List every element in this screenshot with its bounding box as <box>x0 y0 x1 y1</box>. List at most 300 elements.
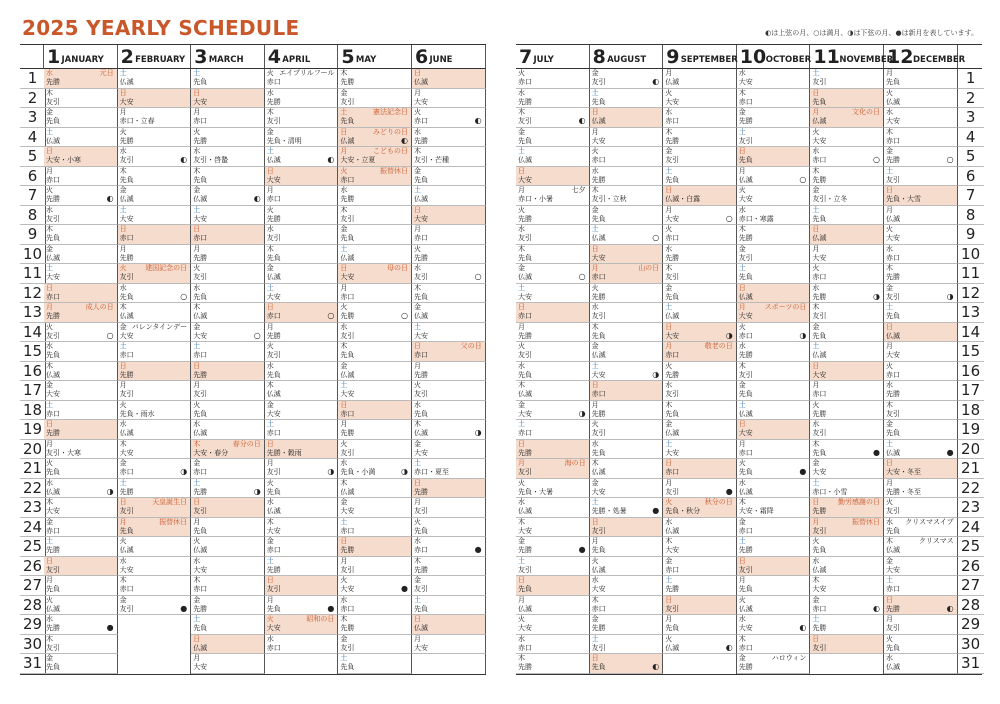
day-cell <box>412 128 486 148</box>
weekday: 水 <box>266 361 274 370</box>
weekday: 月 <box>518 595 525 604</box>
calendar-half-jul-dec <box>516 44 982 675</box>
weekday: 火 <box>119 537 127 545</box>
rokuyo: 先勝 <box>518 663 532 671</box>
day-cell <box>516 479 590 499</box>
rokuyo: 赤口 <box>266 78 281 86</box>
day-cell <box>44 557 118 577</box>
day-number: 24 <box>958 518 984 538</box>
weekday: 日 <box>266 576 274 584</box>
weekday: 水 <box>266 88 274 97</box>
rokuyo: 先勝 <box>119 253 134 262</box>
weekday: 水 <box>46 342 53 350</box>
day-cell <box>338 459 412 479</box>
rokuyo: 友引 <box>340 331 355 340</box>
weekday: 日 <box>119 361 127 370</box>
month-number: 8 <box>592 46 606 68</box>
rokuyo: 友引 <box>266 117 281 125</box>
day-number: 4 <box>958 128 984 148</box>
rokuyo: 先負 <box>414 175 428 184</box>
day-cell <box>590 323 664 343</box>
day-cell <box>590 342 664 362</box>
weekday: 土 <box>46 537 53 545</box>
rokuyo: 先負 <box>340 351 355 359</box>
day-number: 15 <box>958 342 984 362</box>
weekday: 火 <box>46 186 53 194</box>
day-cell <box>338 596 412 616</box>
day-number: 2 <box>958 89 984 109</box>
event-label: こどもの日 <box>372 147 408 155</box>
day-number: 6 <box>20 167 46 187</box>
rokuyo: 赤口 <box>193 234 208 242</box>
weekday: 日 <box>46 283 53 292</box>
weekday: 土 <box>119 478 127 487</box>
weekday: 日 <box>591 108 599 116</box>
weekday: 日 <box>193 498 201 506</box>
moon-phase-icon: ◐ <box>253 194 261 203</box>
rokuyo: 大安 <box>414 643 428 652</box>
weekday: 土 <box>886 439 893 448</box>
weekday: 水 <box>414 127 421 136</box>
weekday: 火 <box>266 615 274 623</box>
day-cell <box>44 245 118 265</box>
day-cell <box>44 654 118 674</box>
weekday: 月 <box>119 244 127 253</box>
rokuyo: 赤口 <box>591 156 606 164</box>
day-cell <box>590 440 664 460</box>
day-cell <box>737 557 811 577</box>
weekday: 月 <box>119 108 127 116</box>
weekday: 土 <box>812 205 820 214</box>
month-header <box>412 45 486 69</box>
weekday: 水 <box>414 264 421 272</box>
rokuyo: 先負 <box>591 546 606 554</box>
rokuyo: 先勝 <box>193 136 208 145</box>
rokuyo: 赤口 <box>193 117 208 125</box>
rokuyo: 先負 <box>414 604 428 613</box>
weekday: 日 <box>665 322 673 331</box>
rokuyo: 先負 <box>812 331 827 340</box>
weekday: 金 <box>738 108 746 116</box>
day-cell <box>737 303 811 323</box>
rokuyo: 先負 <box>46 468 60 476</box>
rokuyo: 友引 <box>591 312 606 320</box>
rokuyo: 友引 <box>46 643 60 652</box>
moon-phase-icon: ● <box>873 447 880 457</box>
day-cell <box>663 498 737 518</box>
day-cell <box>338 108 412 128</box>
weekday: 月 <box>886 69 893 77</box>
day-cell <box>338 635 412 655</box>
weekday: 月 <box>414 361 421 370</box>
day-number: 7 <box>20 186 46 206</box>
month-header <box>737 45 811 69</box>
day-cell <box>810 615 884 635</box>
rokuyo: 仏滅 <box>119 312 134 320</box>
day-cell <box>737 381 811 401</box>
rokuyo: 大安 <box>665 546 680 554</box>
rokuyo: 大安 <box>266 175 281 184</box>
day-cell <box>412 596 486 616</box>
day-cell <box>737 635 811 655</box>
day-number: 1 <box>958 69 984 89</box>
day-cell <box>191 89 265 109</box>
day-cell <box>516 89 590 109</box>
rokuyo: 仏滅 <box>119 546 134 554</box>
weekday: 火 <box>886 498 893 506</box>
day-number: 28 <box>958 596 984 616</box>
weekday: 木 <box>46 88 53 97</box>
day-cell <box>412 459 486 479</box>
day-cell <box>884 284 958 304</box>
day-cell <box>412 557 486 577</box>
weekday: 土 <box>340 381 348 389</box>
weekday: 月 <box>340 283 348 292</box>
event-label: ハロウィン <box>771 654 807 662</box>
weekday: 水 <box>193 556 201 565</box>
weekday: 水 <box>518 498 525 506</box>
rokuyo: 先勝 <box>193 604 208 613</box>
rokuyo: 友引 <box>738 565 753 574</box>
rokuyo: 赤口 <box>591 390 606 398</box>
weekday: 水 <box>738 205 746 214</box>
weekday: 火 <box>738 459 746 467</box>
rokuyo: 赤口 <box>193 585 208 593</box>
rokuyo: 仏滅 <box>518 604 532 613</box>
weekday: 火 <box>414 517 421 526</box>
rokuyo: 仏滅 <box>414 429 428 437</box>
weekday: 水 <box>119 147 127 155</box>
day-cell <box>118 147 192 167</box>
rokuyo: 先勝 <box>812 292 827 301</box>
rokuyo: 仏滅 <box>266 390 281 398</box>
day-cell <box>590 128 664 148</box>
moon-phase-icon: ◐ <box>327 155 335 164</box>
day-cell <box>884 303 958 323</box>
day-cell <box>663 362 737 382</box>
weekday: 木 <box>665 537 673 545</box>
day-cell <box>516 596 590 616</box>
weekday: 日 <box>518 576 525 584</box>
weekday: 火 <box>591 420 599 428</box>
rokuyo: 大安 <box>591 370 606 379</box>
day-cell <box>810 557 884 577</box>
rokuyo: 友引 <box>812 526 827 535</box>
weekday: 土 <box>665 439 673 448</box>
weekday: 火 <box>414 381 421 389</box>
weekday: 木 <box>591 595 599 604</box>
weekday: 火 <box>665 361 673 370</box>
rokuyo: 友引・大寒 <box>46 448 81 457</box>
moon-phase-icon: ● <box>401 584 408 593</box>
moon-phase-icon: ◐ <box>180 155 188 164</box>
rokuyo: 大安 <box>119 565 134 574</box>
weekday: 日 <box>46 556 53 565</box>
rokuyo: 友引 <box>46 97 60 106</box>
weekday: 土 <box>665 166 673 175</box>
moon-legend: ◐は上弦の月、○は満月、◑は下弦の月、●は新月を表しています。 <box>765 29 978 37</box>
rokuyo: 友引 <box>591 526 606 535</box>
rokuyo: 友引 <box>591 429 606 437</box>
weekday: 日 <box>665 595 673 604</box>
weekday: 土 <box>591 634 599 643</box>
weekday: 日 <box>591 654 599 662</box>
weekday: 火 <box>193 264 201 272</box>
day-number: 17 <box>20 381 46 401</box>
month-name: MARCH <box>208 55 244 65</box>
rokuyo: 赤口 <box>266 643 281 652</box>
weekday: 月 <box>591 264 599 272</box>
day-cell <box>884 459 958 479</box>
day-number: 23 <box>20 498 46 518</box>
month-name: AUGUST <box>607 55 647 65</box>
weekday: 火 <box>738 322 746 331</box>
moon-phase-icon: ● <box>327 603 335 613</box>
rokuyo: 赤口 <box>414 546 428 554</box>
rokuyo: 仏滅 <box>665 429 680 437</box>
day-cell <box>516 186 590 206</box>
rokuyo: 先負 <box>46 585 60 593</box>
day-cell <box>412 635 486 655</box>
weekday: 金 <box>518 127 525 136</box>
rokuyo: 赤口 <box>812 390 827 398</box>
month-number: 4 <box>267 46 282 68</box>
rokuyo: 先勝 <box>414 136 428 145</box>
day-cell <box>338 186 412 206</box>
rokuyo: 先負 <box>886 78 900 86</box>
weekday: 木 <box>340 69 348 77</box>
day-cell <box>737 323 811 343</box>
rokuyo: 赤口 <box>119 468 134 476</box>
rokuyo: 仏滅 <box>591 234 606 242</box>
day-cell <box>44 264 118 284</box>
weekday: 木 <box>266 381 274 389</box>
weekday: 月 <box>414 634 421 643</box>
day-cell <box>191 362 265 382</box>
day-cell <box>191 225 265 245</box>
weekday: 木 <box>886 537 893 545</box>
rokuyo: 友引 <box>340 448 355 457</box>
day-cell <box>810 186 884 206</box>
weekday: 日 <box>193 634 201 643</box>
weekday: 土 <box>119 69 127 77</box>
weekday: 月 <box>812 244 820 253</box>
day-cell <box>590 401 664 421</box>
weekday: 火 <box>414 244 421 253</box>
rokuyo: 先負 <box>414 409 428 418</box>
weekday: 日 <box>665 186 673 194</box>
rokuyo: 赤口 <box>518 312 532 320</box>
moon-phase-icon: ◐ <box>106 194 114 203</box>
day-cell <box>338 654 412 674</box>
day-cell <box>884 362 958 382</box>
day-number: 5 <box>958 147 984 167</box>
day-cell <box>118 362 192 382</box>
moon-phase-icon: ● <box>946 447 954 457</box>
moon-phase-icon: ○ <box>652 233 660 242</box>
day-cell <box>516 167 590 187</box>
day-cell <box>590 206 664 226</box>
day-number: 29 <box>958 615 984 635</box>
rokuyo: 大安 <box>46 273 60 281</box>
rokuyo: 仏滅 <box>414 195 428 203</box>
rokuyo: 赤口 <box>266 546 281 554</box>
weekday: 土 <box>738 264 746 272</box>
day-cell <box>516 323 590 343</box>
rokuyo: 友引 <box>119 604 134 613</box>
day-cell <box>338 362 412 382</box>
weekday: 土 <box>340 517 348 526</box>
rokuyo: 先勝 <box>738 351 753 359</box>
rokuyo: 友引 <box>46 214 60 223</box>
day-cell <box>810 440 884 460</box>
day-cell <box>737 225 811 245</box>
day-cell <box>412 303 486 323</box>
day-cell <box>810 128 884 148</box>
weekday: 月 <box>591 127 599 136</box>
day-cell <box>884 147 958 167</box>
rokuyo: 先勝 <box>266 214 281 223</box>
weekday: 木 <box>886 264 893 272</box>
day-cell <box>663 108 737 128</box>
weekday: 水 <box>518 361 525 370</box>
rokuyo: 先勝・冬至 <box>886 487 921 496</box>
moon-phase-icon: ◐ <box>474 116 482 125</box>
event-label: 建国記念の日 <box>145 264 188 272</box>
weekday: 金 <box>591 69 599 77</box>
rokuyo: 先負 <box>665 409 680 418</box>
day-cell <box>191 167 265 187</box>
weekday: 月 <box>340 556 348 565</box>
day-cell <box>810 206 884 226</box>
moon-phase-icon: ◐ <box>401 135 408 145</box>
rokuyo: 先負 <box>46 351 60 359</box>
rokuyo: 先負 <box>518 585 532 593</box>
day-cell <box>118 401 192 421</box>
rokuyo: 先負 <box>46 663 60 671</box>
weekday: 火 <box>812 127 820 136</box>
rokuyo: 赤口・小雪 <box>812 487 848 496</box>
rokuyo: 仏滅 <box>414 312 428 320</box>
day-number: 26 <box>20 557 46 577</box>
day-cell <box>737 518 811 538</box>
weekday: 土 <box>665 576 673 584</box>
rokuyo: 赤口・小暑 <box>518 195 553 203</box>
rokuyo: 赤口 <box>266 195 281 203</box>
weekday: 土 <box>886 576 893 584</box>
day-cell <box>265 108 339 128</box>
day-cell <box>118 206 192 226</box>
weekday: 金 <box>886 420 893 428</box>
weekday: 月 <box>665 615 673 623</box>
day-cell <box>44 459 118 479</box>
weekday: 日 <box>119 88 127 97</box>
rokuyo: 大安 <box>266 292 281 301</box>
weekday: 水 <box>340 595 348 604</box>
event-label: 秋分の日 <box>704 498 733 506</box>
rokuyo: 友引 <box>886 624 900 632</box>
day-cell <box>516 654 590 674</box>
event-label: 天皇誕生日 <box>152 498 188 506</box>
weekday: 金 <box>340 88 348 97</box>
weekday: 土 <box>518 147 525 155</box>
weekday: 金 <box>193 186 201 194</box>
weekday: 金 <box>886 556 893 565</box>
weekday: 火 <box>266 205 274 214</box>
weekday: 土 <box>414 459 421 467</box>
day-cell <box>338 615 412 635</box>
rokuyo: 大安 <box>886 117 900 125</box>
rokuyo: 先勝・穀雨 <box>266 448 302 457</box>
weekday: 木 <box>46 498 53 506</box>
day-cell <box>191 381 265 401</box>
day-cell <box>516 576 590 596</box>
weekday: 火 <box>340 303 348 311</box>
weekday: 水 <box>266 634 274 643</box>
day-cell <box>737 440 811 460</box>
weekday: 火 <box>886 88 893 97</box>
day-cell <box>590 167 664 187</box>
day-cell <box>191 596 265 616</box>
weekday: 日 <box>812 88 820 97</box>
day-cell <box>810 303 884 323</box>
rokuyo: 先勝 <box>46 624 60 632</box>
day-cell <box>338 245 412 265</box>
day-number: 1 <box>20 69 46 89</box>
weekday: 金 <box>119 459 127 467</box>
rokuyo: 赤口 <box>591 273 606 281</box>
rokuyo: 大安 <box>591 253 606 262</box>
day-cell <box>412 381 486 401</box>
moon-phase-icon: ◐ <box>725 642 733 652</box>
weekday: 金 <box>812 186 820 194</box>
weekday: 月 <box>46 576 53 584</box>
day-cell <box>118 225 192 245</box>
rokuyo: 先負 <box>266 253 281 262</box>
rokuyo: 仏滅 <box>340 253 355 262</box>
day-cell <box>412 420 486 440</box>
weekday: 日 <box>591 517 599 526</box>
weekday: 水 <box>46 615 53 623</box>
weekday: 水 <box>266 225 274 233</box>
weekday: 月 <box>340 147 348 155</box>
weekday: 日 <box>119 225 127 233</box>
weekday: 金 <box>591 615 599 623</box>
day-cell <box>118 498 192 518</box>
day-number: 16 <box>20 362 46 382</box>
day-cell <box>590 284 664 304</box>
day-cell <box>884 420 958 440</box>
month-header <box>590 45 664 69</box>
rokuyo: 赤口 <box>193 351 208 359</box>
month-header <box>663 45 737 69</box>
rokuyo: 先負 <box>738 585 753 593</box>
moon-phase-icon: ◑ <box>725 330 733 340</box>
day-cell <box>412 615 486 635</box>
weekday: 土 <box>46 400 53 409</box>
rokuyo: 友引 <box>886 175 900 184</box>
day-cell <box>737 69 811 89</box>
month-number: 2 <box>120 46 134 68</box>
weekday: 水 <box>518 225 525 233</box>
weekday: 水 <box>665 517 673 526</box>
day-cell <box>265 362 339 382</box>
day-cell <box>412 479 486 499</box>
day-number: 21 <box>958 459 984 479</box>
weekday: 木 <box>193 303 201 311</box>
day-cell <box>338 206 412 226</box>
event-label: 海の日 <box>564 459 586 467</box>
